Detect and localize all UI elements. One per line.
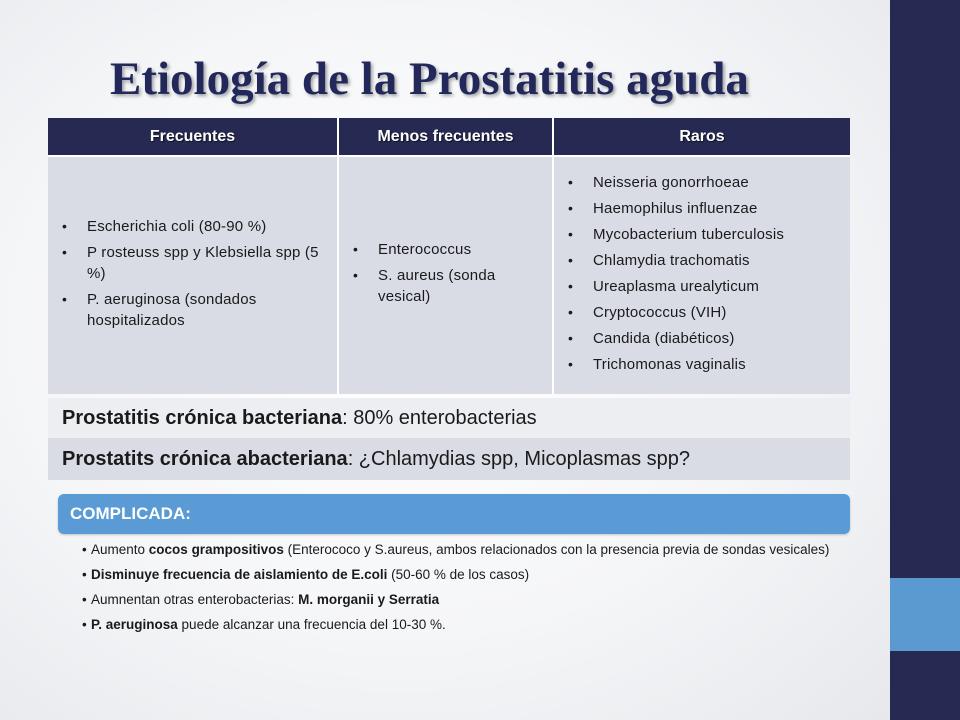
list-item: • Ureaplasma urealyticum [568, 276, 840, 297]
side-bar-accent [890, 578, 960, 651]
table-header-row [48, 118, 850, 156]
side-bar-bottom [890, 651, 960, 720]
list-item [82, 541, 842, 559]
band-text: : 80% enterobacterias [342, 406, 537, 429]
list-item: • Haemophilus influenzae [568, 198, 840, 219]
band-text: : ¿Chlamydias spp, Micoplasmas spp? [347, 447, 691, 470]
list-frecuentes [62, 216, 327, 331]
item-text: puede alcanzar una frecuencia del 10-30 %. [177, 617, 446, 632]
list-item: • Candida (diabéticos) [568, 328, 840, 349]
item-text: (50-60 % de los casos) [387, 567, 530, 582]
band-label: Prostatits crónica abacteriana [62, 447, 348, 470]
item-bold: P. aeruginosa [91, 617, 178, 632]
side-bar-dark [890, 0, 960, 578]
item-bold: cocos grampositivos [148, 542, 284, 557]
list-item [82, 616, 842, 634]
list-raros [568, 172, 840, 375]
header-menos-frecuentes: Menos frecuentes [338, 118, 553, 156]
list-item: • S. aureus (sonda vesical) [353, 265, 542, 307]
band-label: Prostatitis crónica bacteriana [62, 406, 343, 429]
list-item: • P rosteuss spp y Klebsiella spp (5 %) [62, 242, 327, 284]
list-item [82, 566, 842, 584]
band-cronica-bacteriana [48, 398, 850, 438]
cell-menos-frecuentes [338, 156, 553, 394]
list-item: • Cryptococcus (VIH) [568, 302, 840, 323]
complicada-header: COMPLICADA: [58, 494, 850, 534]
item-text: Aumnentan otras enterobacterias: [91, 592, 299, 607]
list-item: • Chlamydia trachomatis [568, 250, 840, 271]
table-row [48, 156, 850, 394]
item-bold: M. morganii y Serratia [298, 592, 440, 607]
list-item: • P. aeruginosa (sondados hospitalizados [62, 289, 327, 331]
header-frecuentes: Frecuentes [48, 118, 338, 156]
item-bold: Disminuye frecuencia de aislamiento de E.coli [91, 567, 388, 582]
list-item: • Neisseria gonorrhoeae [568, 172, 840, 193]
list-menos-frecuentes [353, 239, 542, 307]
complicada-list [82, 541, 842, 641]
header-raros: Raros [553, 118, 850, 156]
list-item: • Mycobacterium tuberculosis [568, 224, 840, 245]
item-text: Aumento [91, 542, 149, 557]
list-item: • Escherichia coli (80-90 %) [62, 216, 327, 237]
list-item: • Trichomonas vaginalis [568, 354, 840, 375]
list-item [82, 591, 842, 609]
slide-title: Etiología de la Prostatitis aguda [110, 53, 749, 105]
etiology-table [48, 118, 850, 394]
list-item: • Enterococcus [353, 239, 542, 260]
cell-frecuentes [48, 156, 338, 394]
band-cronica-abacteriana [48, 438, 850, 480]
item-text: (Enterococo y S.aureus, ambos relacionados con la presencia previa de sondas vesicales) [283, 542, 830, 557]
cell-raros [553, 156, 850, 394]
